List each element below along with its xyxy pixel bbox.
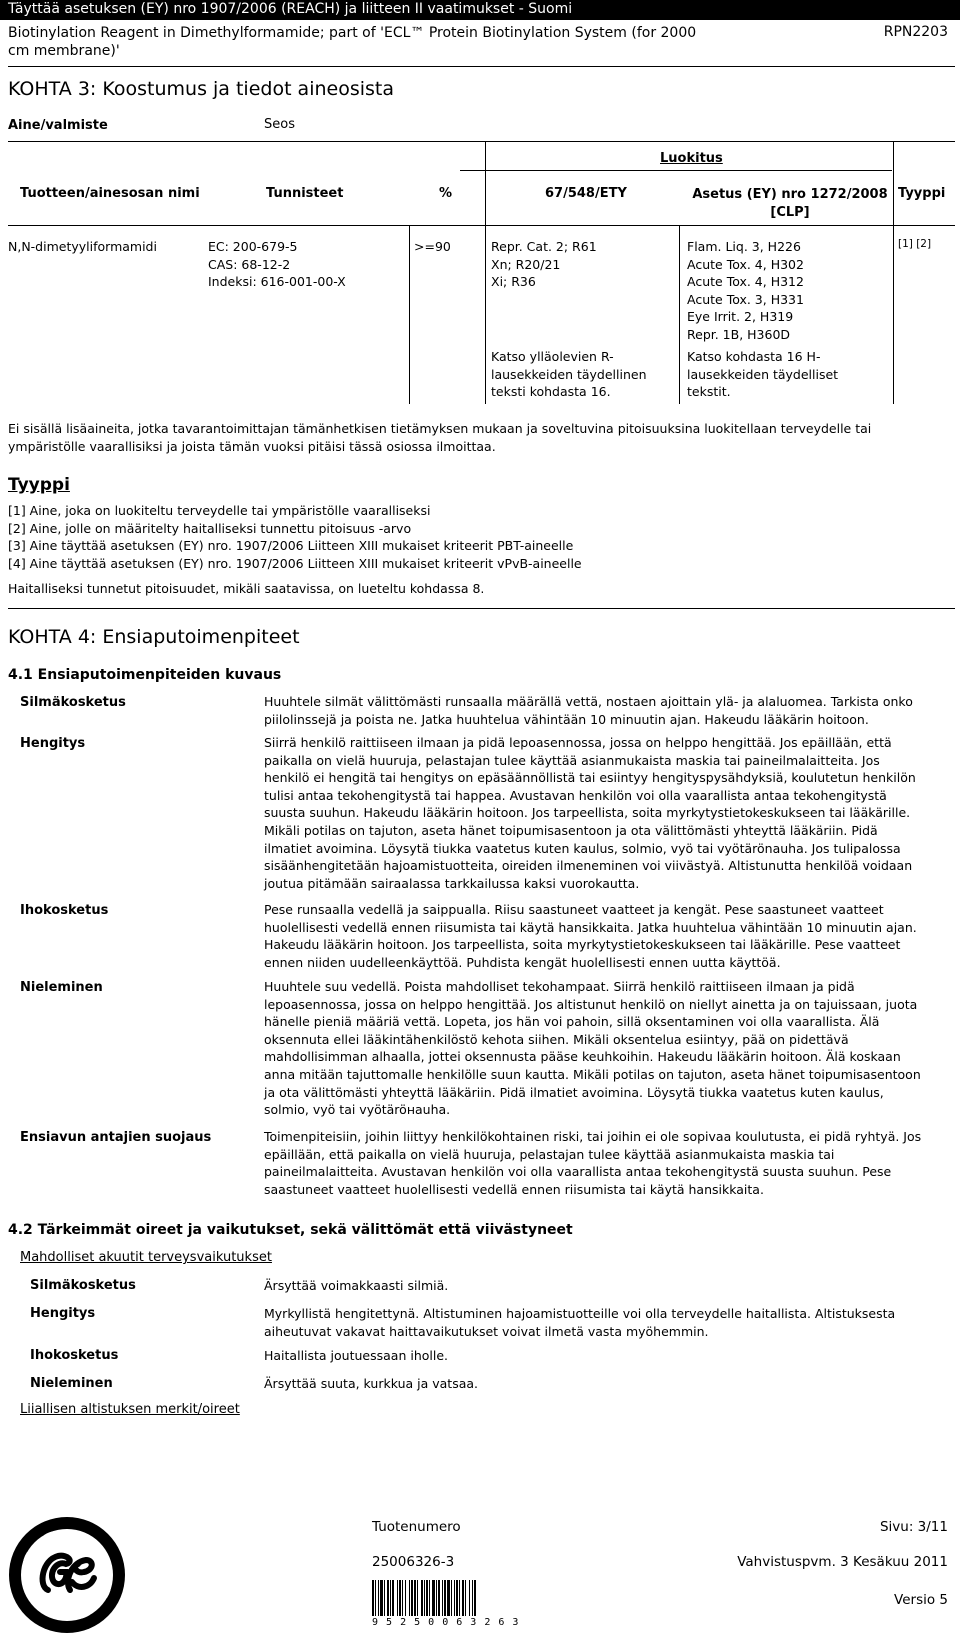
first-aid-text-responders: Toimenpiteisiin, joihin liittyy henkilökohtainen riski, tai joihin ei ole sopivaa koulutusta, ei pidä ryhtyä. Jos epäillään, että paikalla on vielä huuruja, pelastajan tulee käyttää asianmukaista maskia tai paineilmalaitteita. Avustavan henkilön voi olla vaarallista antaa tekohengitystä suusta suuhun. Pese saastuneet vaatteet huolellisesti vedellä ennen riisumista tai käytä hansikkaita. xyxy=(264,1129,922,1197)
table-col-line xyxy=(679,225,680,404)
substance-label: Aine/valmiste xyxy=(8,118,108,133)
col-type-header: Tyyppi xyxy=(898,186,946,201)
no-other-ingredients-note: Ei sisällä lisäaineita, jotka tavarantoimittajan tämänhetkisen tietämyksen mukaan ja soveltuvina pitoisuuksina luokitellaan terveydelle tai ympäristölle vaarallisiksi ja joista tämän vuoksi pitäisi tässä osiossa ilmoittaa. xyxy=(8,421,872,454)
first-aid-label-eye: Silmäkosketus xyxy=(20,695,126,710)
dsd-line: Repr. Cat. 2; R61 xyxy=(491,239,597,254)
acute-label-inhalation: Hengitys xyxy=(30,1306,96,1321)
first-aid-label-ingestion: Nieleminen xyxy=(20,980,103,995)
col-identifiers-header: Tunnisteet xyxy=(266,186,344,201)
col-dsd-header: 67/548/ETY xyxy=(545,186,627,201)
section-divider xyxy=(8,608,955,609)
ec-number: EC: 200-679-5 xyxy=(208,239,298,254)
section3-title: KOHTA 3: Koostumus ja tiedot aineosista xyxy=(8,78,395,100)
table-top-rule xyxy=(8,141,955,142)
ge-logo xyxy=(8,1516,126,1634)
table-col-line xyxy=(409,225,410,404)
clp-line: Acute Tox. 4, H312 xyxy=(687,274,804,289)
type-list-item: [4] Aine täyttää asetuksen (EY) nro. 1907/2006 Liitteen XIII mukaiset kriteerit vPvB-aineelle xyxy=(8,555,582,571)
type-list-item: [1] Aine, joka on luokiteltu terveydelle tai ympäristölle vaaralliseksi xyxy=(8,503,431,518)
first-aid-label-skin: Ihokosketus xyxy=(20,903,109,918)
barcode-digits: 9 5 2 5 0 0 6 3 2 6 3 xyxy=(372,1617,520,1628)
first-aid-text-skin: Pese runsaalla vedellä ja saippualla. Riisu saastuneet vaatteet ja kengät. Pese saastuneet vaatteet huolellisesti vedellä ennen riisumista tai käytä hansikkaita. Jatka huuhtelua vähintään 10 minuutin ajan. Hakeudu lääkärin hoitoon. Jos tarpeellista, soita myrkytystietokeskukseen tai lääkärille. Pese vaatteet ennen niiden uudelleenkäyttöä. Puhdista kengät huolellisesti ennen uutta käyttöä. xyxy=(264,902,917,970)
first-aid-text-ingestion: Huuhtele suu vedellä. Poista mahdolliset tekohampaat. Siirrä henkilö raittiiseen ilmaan ja pidä lepoasennossa, jossa on helppo hengittää. Jos altistunut henkilö on niellyt ainetta ja on tajuissaan, juota hänelle pieniä määriä vettä. Lopeta, jos hän voi pahoin, sillä oksentaminen voi olla vaarallista. Älä oksennuta ellei lääkintähenkilöstö kehota siihen. Mikäli oksentelua esiintyy, pää on pidettävä mahdollisimman alhaalla, jottei oksennusta pääse keuhkoihin. Hakeudu lääkärin hoitoon. Älä koskaan anna mitään tajuttomalle henkilölle suun kautta. Mikäli potilas on tajuton, aseta hänet toipumisasentoon ja ota välittömästi yhteyttä lääkäriin. Pidä ilmatiet avoimina. Löysytä tiukka vaatetus kuten kaulus, solmio, vyö tai vyötäröнauha. xyxy=(264,979,921,1118)
table-col-line xyxy=(485,141,486,404)
classification-group-header: Luokitus xyxy=(660,151,723,166)
ingredient-type: [1] [2] xyxy=(898,238,932,250)
classification-group-rule xyxy=(460,170,892,171)
first-aid-label-inhalation: Hengitys xyxy=(20,736,86,751)
dsd-classification xyxy=(491,238,597,291)
acute-label-eye: Silmäkosketus xyxy=(30,1278,136,1293)
page-number: Sivu: 3/11 xyxy=(879,1519,948,1535)
acute-effects-heading: Mahdolliset akuutit terveysvaikutukset xyxy=(20,1250,272,1265)
col-clp-header: Asetus (EY) nro 1272/2008 [CLP] xyxy=(692,187,888,220)
substance-value: Seos xyxy=(264,117,295,132)
ingredient-identifiers xyxy=(208,238,346,291)
col-percent-header: % xyxy=(439,186,453,201)
subsection-4-2-title: 4.2 Tärkeimmät oireet ja vaikutukset, sekä välittömät että viivästyneet xyxy=(8,1222,573,1238)
validation-date: Vahvistuspvm. 3 Kesäkuu 2011 xyxy=(737,1554,948,1570)
version-number: Versio 5 xyxy=(894,1592,948,1608)
acute-text-skin: Haitallista joutuessaan iholle. xyxy=(264,1348,449,1363)
type-heading: Tyyppi xyxy=(8,475,70,495)
acute-label-skin: Ihokosketus xyxy=(30,1348,119,1363)
cas-number: CAS: 68-12-2 xyxy=(208,256,291,272)
section4-title: KOHTA 4: Ensiaputoimenpiteet xyxy=(8,626,300,648)
product-code: RPN2203 xyxy=(883,24,948,40)
overexposure-heading: Liiallisen altistuksen merkit/oireet xyxy=(20,1402,240,1417)
product-number: 25006326-3 xyxy=(372,1554,455,1570)
barcode-bars xyxy=(372,1580,519,1616)
index-number: Indeksi: 616-001-00-X xyxy=(208,274,346,289)
table-col-line xyxy=(893,141,894,404)
clp-line: Flam. Liq. 3, H226 xyxy=(687,239,801,254)
table-header-rule xyxy=(8,225,955,226)
barcode-bar xyxy=(474,1580,476,1616)
dsd-line: Xn; R20/21 xyxy=(491,256,561,272)
acute-text-inhalation: Myrkyllistä hengitettynä. Altistuminen hajoamistuotteille voi olla terveydelle haitallista. Altistuksesta aiheutuvat vakavat haittavaikutukset voivat ilmetä vasta myöhemmin. xyxy=(264,1306,896,1339)
clp-line: Acute Tox. 4, H302 xyxy=(687,256,804,272)
type-list-item: [2] Aine, jolle on määritelty haitalliseksi tunnettu pitoisuus -arvo xyxy=(8,520,412,536)
acute-text-ingestion: Ärsyttää suuta, kurkkua ja vatsaa. xyxy=(264,1376,478,1391)
type-list-item: [3] Aine täyttää asetuksen (EY) nro. 1907/2006 Liitteen XIII mukaiset kriteerit PBT-aineelle xyxy=(8,538,574,553)
clp-line: Eye Irrit. 2, H319 xyxy=(687,309,794,324)
clp-line: Repr. 1B, H360D xyxy=(687,326,791,342)
first-aid-text-inhalation: Siirrä henkilö raittiiseen ilmaan ja pidä lepoasennossa, jossa on helppo hengittää. Jos epäillään, että paikalla on vielä huuruja, pelastajan tulee käyttää asianmukaista maskia tai paineilmalaitteita. Jos henkilö ei hengitä tai hengitys on epäsäännöllistä tai esiintyy hengityspysähdyksiä, koulutetun henkilön tulisi antaa tekohengitystä tai happea. Avustavan henkilön voi olla vaarallista antaa tekohengitystä suusta suuhun. Hakeudu lääkärin hoitoon. Jos tarpeellista, soita myrkytystietokeskukseen tai lääkärille. Mikäli potilas on tajuton, aseta hänet toipumisasentoon ja ota välittömästi yhteyttä lääkäriin. Pidä ilmatiet avoimina. Löysytä tiukka vaatetus kuten kaulus, solmio, vyö tai vyötärönauha. Jos tulipalossa sisäänhengitetään hajoamistuotteita, oireiden ilmeneminen voi viivästyä. Altistunutta henkilöä voidaan joutua pitämään sairaalassa tarkkailussa kaksi vuorokautta. xyxy=(264,735,916,891)
barcode xyxy=(372,1580,519,1628)
clp-classification xyxy=(687,238,804,343)
clp-line: Acute Tox. 3, H331 xyxy=(687,291,804,307)
ingredient-percent: >=90 xyxy=(414,239,451,254)
type-list xyxy=(8,502,582,572)
regulation-title: Täyttää asetuksen (EY) nro 1907/2006 (REACH) ja liitteen II vaatimukset - Suomi xyxy=(8,1,573,17)
first-aid-text-eye: Huuhtele silmät välittömästi runsaalla määrällä vettä, nostaen ajoittain ylä- ja alaluomea. Tarkista onko piilolinssejä ja poista ne. Jatka huuhtelua vähintään 10 minuutin ajan. Hakeudu lääkärin hoitoon. xyxy=(264,694,913,727)
ingredient-name: N,N-dimetyyliformamidi xyxy=(8,239,157,254)
dsd-line: Xi; R36 xyxy=(491,274,536,289)
header-divider xyxy=(8,66,955,67)
product-number-label: Tuotenumero xyxy=(372,1519,461,1535)
product-name: Biotinylation Reagent in Dimethylformamide; part of 'ECL™ Protein Biotinylation System (for 2000 cm membrane)' xyxy=(8,25,697,59)
clp-note: Katso kohdasta 16 H-lausekkeiden täydelliset tekstit. xyxy=(687,349,839,399)
subsection-4-1-title: 4.1 Ensiaputoimenpiteiden kuvaus xyxy=(8,667,282,683)
dsd-note: Katso ylläolevien R-lausekkeiden täydellinen teksti kohdasta 16. xyxy=(491,349,647,399)
col-name-header: Tuotteen/ainesosan nimi xyxy=(20,186,200,201)
acute-text-eye: Ärsyttää voimakkaasti silmiä. xyxy=(264,1278,449,1293)
acute-label-ingestion: Nieleminen xyxy=(30,1376,113,1391)
first-aid-label-responders: Ensiavun antajien suojaus xyxy=(20,1130,212,1145)
limits-note: Haitalliseksi tunnetut pitoisuudet, mikäli saatavissa, on lueteltu kohdassa 8. xyxy=(8,581,485,596)
